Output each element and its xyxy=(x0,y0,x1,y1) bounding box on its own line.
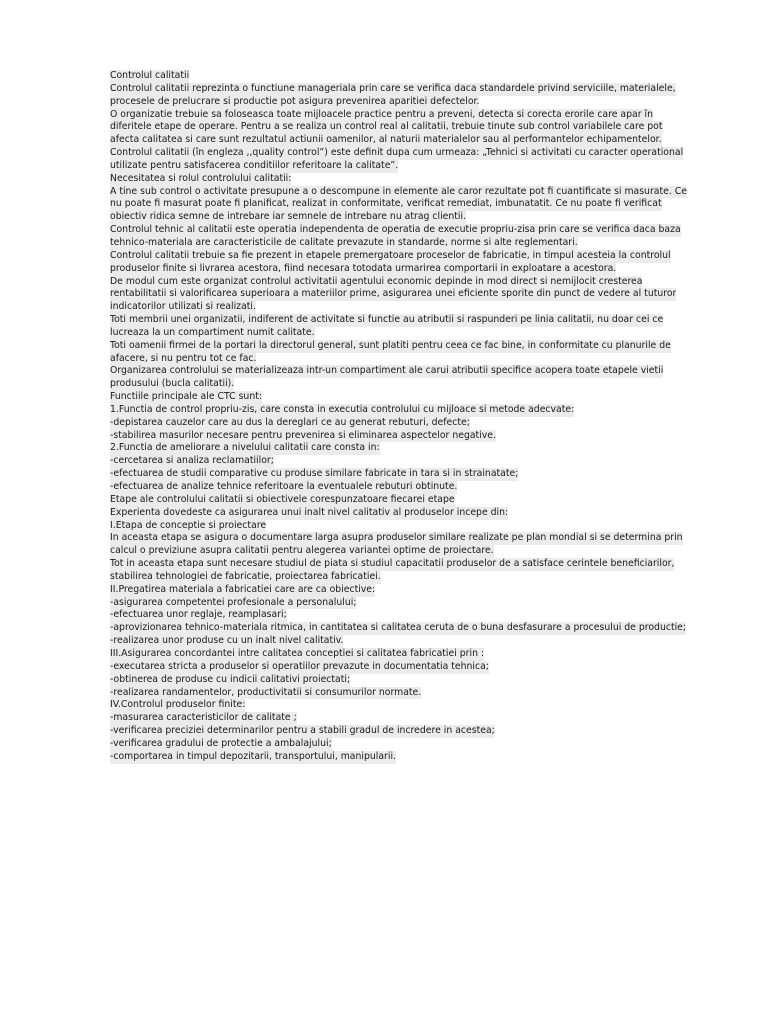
text-line: -efectuarea de analize tehnice referitoare la eventualele rebuturi obtinute. xyxy=(110,481,458,492)
text-line: In aceasta etapa se asigura o documentare larga asupra produselor similare realizate pe plan mondial si se determina prin xyxy=(110,532,683,544)
text-line: Controlul calitatii reprezinta o functiune manageriala prin care se verifica daca standardele privind serviciile, materialele, xyxy=(110,82,676,94)
text-line: Controlul calitatii (în engleza ,,quality control”) este definit dupa cum urmeaza: „Tehnici si activitati cu caracter operational xyxy=(110,147,684,159)
text-line: -efectuarea unor reglaje, reamplasari; xyxy=(110,609,287,621)
text-line: -executarea stricta a produselor si operatiilor prevazute in documentatia tehnica; xyxy=(110,660,489,672)
text-line: -efectuarea de studii comparative cu produse similare fabricate in tara si in strainatate; xyxy=(110,468,519,480)
text-line: Toti membrii unei organizatii, indiferent de activitate si functie au atributii si raspunderi pe linia calitatii, nu doar cei ce xyxy=(110,314,664,326)
text-line: Organizarea controlului se materializeaza intr-un compartiment ale carui atributii specifice acopera toate etapele vietii xyxy=(110,365,664,377)
text-line: -comportarea in timpul depozitarii, transportului, manipularii. xyxy=(110,750,396,762)
text-line: lucreaza la un compartiment numit calitate. xyxy=(110,326,315,338)
text-line: diferitele etape de operare. Pentru a se realiza un control real al calitatii, trebuie tinute sub control variabilele care pot xyxy=(110,121,663,133)
text-line: A tine sub control o activitate presupune a o descompune in elemente ale caror rezultate pot fi cuantificate si masurate. Ce xyxy=(110,185,687,197)
text-line: Functiile principale ale CTC sunt: xyxy=(110,391,262,403)
text-line: procesele de prelucrare si productie pot asigura prevenirea aparitiei defectelor. xyxy=(110,95,480,107)
text-line: -verificarea gradului de protectie a ambalajului; xyxy=(110,737,332,749)
text-line: -stabilirea masurilor necesare pentru prevenirea si eliminarea aspectelor negative. xyxy=(110,429,496,441)
text-line: 2.Functia de ameliorare a nivelului calitatii care consta in: xyxy=(110,442,380,454)
text-line: II.Pregatirea materiala a fabricatiei care are ca obiective: xyxy=(110,583,376,595)
text-line: Necesitatea si rolul controlului calitatii: xyxy=(110,172,292,184)
text-line: I.Etapa de conceptie si proiectare xyxy=(110,519,267,531)
text-line: -realizarea unor produse cu un inalt nivel calitativ. xyxy=(110,635,344,647)
text-line: O organizatie trebuie sa foloseasca toate mijloacele practice pentru a preveni, detecta si corecta erorile care apar în xyxy=(110,108,653,120)
text-line: -masurarea caracteristicilor de calitate ; xyxy=(110,712,297,724)
text-line: stabilirea tehnologiei de fabricatie, proiectarea fabricatiei. xyxy=(110,570,381,582)
text-line: -verificarea preciziei determinarilor pentru a stabili gradul de incredere in acestea; xyxy=(110,725,495,737)
text-line: Etape ale controlului calitatii si obiectivele corespunzatoare fiecarei etape xyxy=(110,493,455,505)
text-line: Controlul tehnic al calitatii este operatia independenta de operatia de executie propriu-zisa prin care se verifica daca baza xyxy=(110,224,681,236)
text-line: produselor finite si livrarea acestora, fiind necesara totodata urmarirea comportarii in exploatare a acestora. xyxy=(110,262,617,274)
text-line: afacere, si nu pentru tot ce fac. xyxy=(110,352,257,364)
text-line: -depistarea cauzelor care au dus la dereglari ce au generat rebuturi, defecte; xyxy=(110,416,470,428)
document-body xyxy=(110,70,714,764)
text-line: -cercetarea si analiza reclamatiilor; xyxy=(110,455,274,467)
text-line: utilizate pentru satisfacerea conditiilor referitoare la calitate”. xyxy=(110,159,399,171)
text-line: De modul cum este organizat controlul activitatii agentului economic depinde in mod direct si nemijlocit cresterea xyxy=(110,275,643,287)
text-line: 1.Functia de control propriu-zis, care consta in executia controlului cu mijloace si metode adecvate: xyxy=(110,403,575,415)
document-title: Controlul calitatii xyxy=(110,70,190,81)
text-line: afecta calitatea si care sunt rezultatul actiunii oamenilor, al naturii materialelor sau al performantelor echipamentelor. xyxy=(110,134,662,146)
text-line: produsului (bucla calitatii). xyxy=(110,378,235,390)
text-line: Toti oamenii firmei de la portari la directorul general, sunt platiti pentru ceea ce fac bine, in conformitate cu planurile de xyxy=(110,339,671,351)
text-line: tehnico-materiala are caracteristicile de calitate prevazute in standarde, norme si alte reglementari. xyxy=(110,236,578,248)
text-line: Controlul calitatii trebuie sa fie prezent in etapele premergatoare proceselor de fabricatie, in timpul acesteia la controlul xyxy=(110,249,671,261)
text-line: indicatorilor utilizati si realizati. xyxy=(110,301,256,313)
text-line: obiectiv ridica semne de intrebare iar semnele de intrebare nu atrag clientii. xyxy=(110,211,467,223)
text-line: rentabilitatii si valorificarea superioara a materiilor prime, asigurarea unei eficiente sporite din punct de vedere al tuturor xyxy=(110,288,677,300)
text-line: Tot in aceasta etapa sunt necesare studiul de piata si studiul capacitatii produselor de a satisface cerintele beneficiarilor, xyxy=(110,558,675,570)
text-line: calcul o previziune asupra calitatii pentru alegerea variantei optime de proiectare. xyxy=(110,545,494,557)
text-line: -realizarea randamentelor, productivitatii si consumurilor normate. xyxy=(110,686,422,698)
text-line: nu poate fi masurat poate fi planificat, realizat in conformitate, verificat remediat, imbunatatit. Ce nu poate fi verificat xyxy=(110,198,662,210)
text-line: -asigurarea competentei profesionale a personalului; xyxy=(110,596,357,608)
text-line: -obtinerea de produse cu indicii calitativi proiectati; xyxy=(110,673,351,685)
text-line: IV.Controlul produselor finite: xyxy=(110,699,246,711)
text-line: -aprovizionarea tehnico-materiala ritmica, in cantitatea si calitatea ceruta de o buna desfasurare a procesului de productie; xyxy=(110,622,687,634)
text-line: III.Asigurarea concordantei intre calitatea conceptiei si calitatea fabricatiei prin : xyxy=(110,647,485,659)
text-line: Experienta dovedeste ca asigurarea unui inalt nivel calitativ al produselor incepe din: xyxy=(110,506,509,518)
